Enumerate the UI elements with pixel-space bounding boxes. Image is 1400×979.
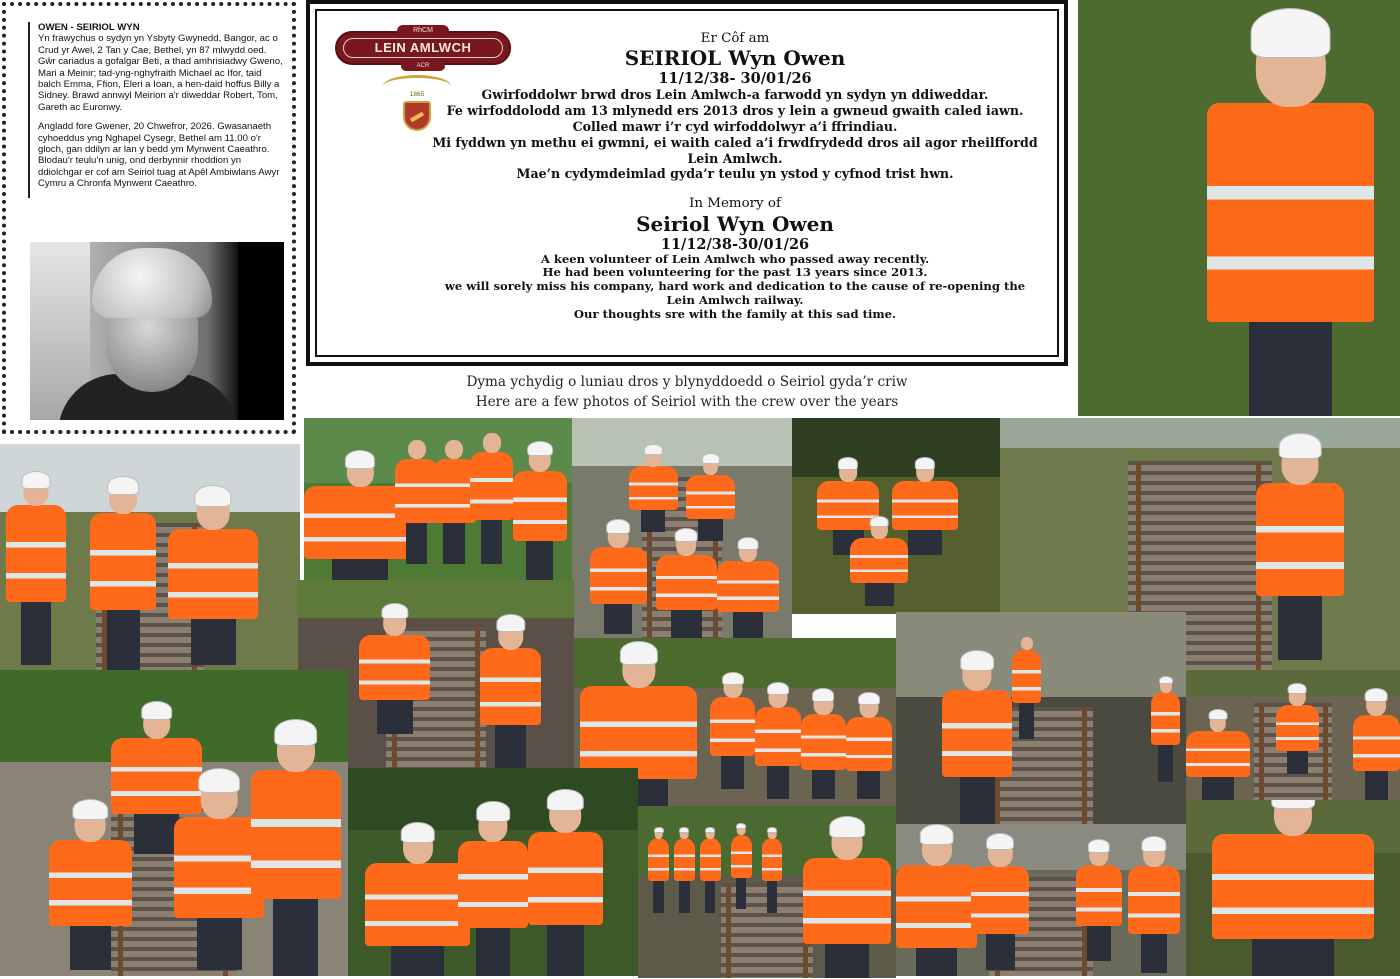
volunteer-photo-9	[896, 612, 1186, 824]
hard-hat-icon	[274, 719, 318, 746]
volunteer-figure	[1353, 688, 1400, 800]
volunteer-figure	[648, 827, 669, 913]
volunteer-figure	[1151, 676, 1180, 782]
volunteer-figure	[1256, 433, 1344, 660]
hard-hat-icon	[736, 823, 746, 829]
volunteer-figure	[480, 614, 541, 768]
hard-hat-icon	[198, 768, 240, 793]
logo-bottom-text: ACR	[401, 61, 445, 71]
hard-hat-icon	[701, 453, 719, 464]
hard-hat-icon	[679, 827, 689, 833]
memorial-text	[417, 31, 1053, 322]
hard-hat-icon	[141, 701, 173, 720]
hard-hat-icon	[194, 485, 231, 508]
hard-hat-icon	[644, 444, 662, 455]
volunteer-photo-13	[638, 806, 896, 978]
hard-hat-icon	[1088, 839, 1110, 853]
obituary-paragraph-1: Yn frawychus o sydyn yn Ysbyty Gwynedd, Bangor, ac o Crud yr Awel, 2 Tan y Cae, Bethel, yn 87 mlwydd oed. Gŵr cariadus a gofalgar Beti, a thad amhrisiadwy Gweno, Mari a Meinir; tad-yng-nghyfraith Michael ac Ifor, taid balch Emma, Ffion, Eleri a Ioan, a hen-daid hoffus Billy a Sidney. Brawd annwyl Meirion a'r diweddar Robert, Tom, Gareth ac Euronwy.	[38, 33, 283, 113]
hard-hat-icon	[738, 537, 759, 550]
volunteer-figure	[1212, 800, 1375, 976]
hard-hat-icon	[829, 816, 865, 838]
logo-name-text: LEIN AMLWCH	[374, 40, 472, 55]
volunteer-photo-15	[1186, 800, 1400, 976]
memorial-en-heading: In Memory of	[689, 196, 781, 212]
hard-hat-icon	[654, 827, 664, 833]
volunteer-figure	[458, 801, 528, 976]
memorial-cy-heading: Er Côf am	[700, 31, 770, 46]
volunteer-figure	[1186, 709, 1250, 800]
hard-hat-icon	[22, 471, 51, 489]
hard-hat-icon	[527, 441, 553, 457]
volunteer-figure	[1012, 633, 1041, 739]
volunteer-photo-4	[572, 418, 792, 638]
volunteer-figure	[433, 434, 476, 564]
volunteer-photo-5	[792, 418, 1000, 614]
hard-hat-icon	[1159, 676, 1173, 685]
volunteer-figure	[251, 719, 341, 976]
volunteer-figure	[6, 471, 66, 665]
hard-hat-icon	[1141, 836, 1166, 851]
memorial-en-line-1: A keen volunteer of Lein Amlwch who passed away recently.	[540, 251, 930, 266]
caption-english: Here are a few photos of Seiriol with the crew over the years	[475, 394, 899, 410]
obituary-notice	[2, 2, 296, 434]
hard-hat-icon	[767, 827, 777, 833]
hard-hat-icon	[960, 650, 994, 670]
hard-hat-icon	[915, 457, 935, 469]
volunteer-figure	[1207, 8, 1374, 416]
memorial-cy-line-2: Fe wirfoddolodd am 13 mlynedd ers 2013 dros y lein a gwneud gwaith caled iawn.	[446, 103, 1024, 119]
hard-hat-icon	[345, 450, 375, 468]
volunteer-figure	[1276, 683, 1319, 774]
volunteer-figure	[528, 789, 603, 976]
volunteer-photo-11	[0, 670, 348, 976]
memorial-cy-line-6: Mae’n cydymdeimlad gyda’r teulu yn ystod y cyfnod trist hwn.	[516, 166, 954, 182]
hard-hat-icon	[73, 799, 108, 821]
memorial-en-name: Seiriol Wyn Owen	[636, 211, 834, 236]
obituary-title: OWEN - SEIRIOL WYN	[38, 22, 140, 33]
hard-hat-icon	[722, 672, 744, 685]
volunteer-figure	[762, 827, 783, 913]
memorial-cy-line-1: Gwirfoddolwr brwd dros Lein Amlwch-a farwodd yn sydyn yn ddiweddar.	[481, 87, 989, 103]
volunteer-figure	[1076, 839, 1122, 961]
volunteer-photo-1	[1078, 0, 1400, 416]
hard-hat-icon	[496, 614, 525, 632]
volunteer-photo-12	[348, 768, 638, 976]
volunteer-figure	[365, 822, 469, 976]
volunteer-figure	[731, 823, 752, 909]
volunteer-figure	[395, 434, 438, 564]
hard-hat-icon	[870, 516, 889, 527]
hard-hat-icon	[705, 827, 715, 833]
volunteer-figure	[470, 428, 513, 564]
volunteer-photo-10	[1186, 670, 1400, 800]
hard-hat-icon	[675, 528, 698, 542]
volunteer-figure	[971, 833, 1029, 970]
hard-hat-icon	[1288, 683, 1307, 694]
volunteer-figure	[656, 528, 718, 638]
hard-hat-icon	[858, 692, 880, 705]
volunteer-figure	[590, 519, 647, 633]
volunteer-figure	[755, 682, 800, 800]
hard-hat-icon	[1365, 688, 1388, 702]
hard-hat-icon	[838, 457, 858, 469]
hard-hat-icon	[1250, 8, 1331, 57]
logo-top-text: RhCM	[397, 25, 449, 37]
memorial-en-line-2: He had been volunteering for the past 13 years since 2013.	[542, 265, 928, 280]
memorial-en-line-3: we will sorely miss his company, hard work and dedication to the cause of re-opening the	[444, 279, 1026, 294]
obituary-text-block	[28, 22, 284, 198]
memorial-cy-line-5: Lein Amlwch.	[687, 150, 783, 166]
volunteer-figure	[942, 650, 1012, 824]
photo-caption	[306, 372, 1068, 412]
volunteer-figure	[846, 692, 891, 800]
hard-hat-icon	[1279, 433, 1322, 459]
volunteer-figure	[674, 827, 695, 913]
volunteer-figure	[710, 672, 755, 790]
hard-hat-icon	[400, 822, 434, 843]
hard-hat-icon	[606, 519, 630, 533]
obituary-paragraph-2: Angladd fore Gwener, 20 Chwefror, 2026. Gwasanaeth cyhoeddus yng Nghapel Cysegr, Bethel am 11.00 o'r gloch, gan ddilyn ar lan y bedd ym Mynwent Caeathro. Blodau'r teulu'n unig, ond derbynnir rhoddion yn ddiolchgar er cof am Seiriol tuag at Apêl Ambiwlans Awyr Cymru a Chronfa Mynwent Caeathro.	[38, 121, 280, 190]
memorial-panel	[306, 0, 1068, 366]
memorial-en-line-4: Lein Amlwch railway.	[666, 292, 804, 307]
hard-hat-icon	[919, 824, 954, 845]
volunteer-figure	[896, 824, 977, 976]
hard-hat-icon	[547, 789, 583, 811]
portrait-photo	[30, 242, 284, 420]
volunteer-figure	[1128, 836, 1180, 973]
volunteer-figure	[90, 476, 156, 670]
hard-hat-icon	[1209, 709, 1228, 720]
caption-welsh: Dyma ychydig o luniau dros y blynyddoedd o Seiriol gyda’r criw	[466, 374, 908, 390]
hard-hat-icon	[381, 603, 408, 620]
memorial-cy-line-4: Mi fyddwn yn methu ei gwmni, ei waith caled a’i frwdfrydedd dros ail agor rheilffordd	[432, 134, 1038, 150]
volunteer-figure	[801, 688, 846, 799]
hard-hat-icon	[476, 801, 510, 821]
memorial-cy-line-3: Colled mawr i’r cyd wirfoddolwyr a’i ffrindiau.	[572, 119, 898, 134]
volunteer-photo-3	[304, 418, 572, 580]
hard-hat-icon	[767, 682, 789, 695]
memorial-en-dates: 11/12/38-30/01/26	[660, 235, 810, 253]
volunteer-photo-14	[896, 824, 1186, 976]
memorial-en-line-5: Our thoughts sre with the family at this sad time.	[573, 306, 897, 321]
volunteer-figure	[168, 485, 258, 666]
hard-hat-icon	[813, 688, 835, 701]
hard-hat-icon	[1271, 800, 1315, 809]
memorial-cy-name: SEIRIOL Wyn Owen	[624, 46, 846, 71]
hard-hat-icon	[986, 833, 1014, 850]
hard-hat-icon	[107, 476, 139, 495]
volunteer-figure	[513, 441, 567, 580]
volunteer-figure	[803, 816, 891, 978]
volunteer-photo-2	[0, 444, 300, 670]
hard-hat-icon	[620, 641, 658, 664]
volunteer-figure	[700, 827, 721, 913]
volunteer-figure	[359, 603, 431, 735]
volunteer-figure	[850, 516, 908, 606]
crest-year: 1865	[409, 91, 425, 98]
volunteer-figure	[717, 537, 779, 638]
memorial-cy-dates: 11/12/38- 30/01/26	[658, 70, 812, 88]
